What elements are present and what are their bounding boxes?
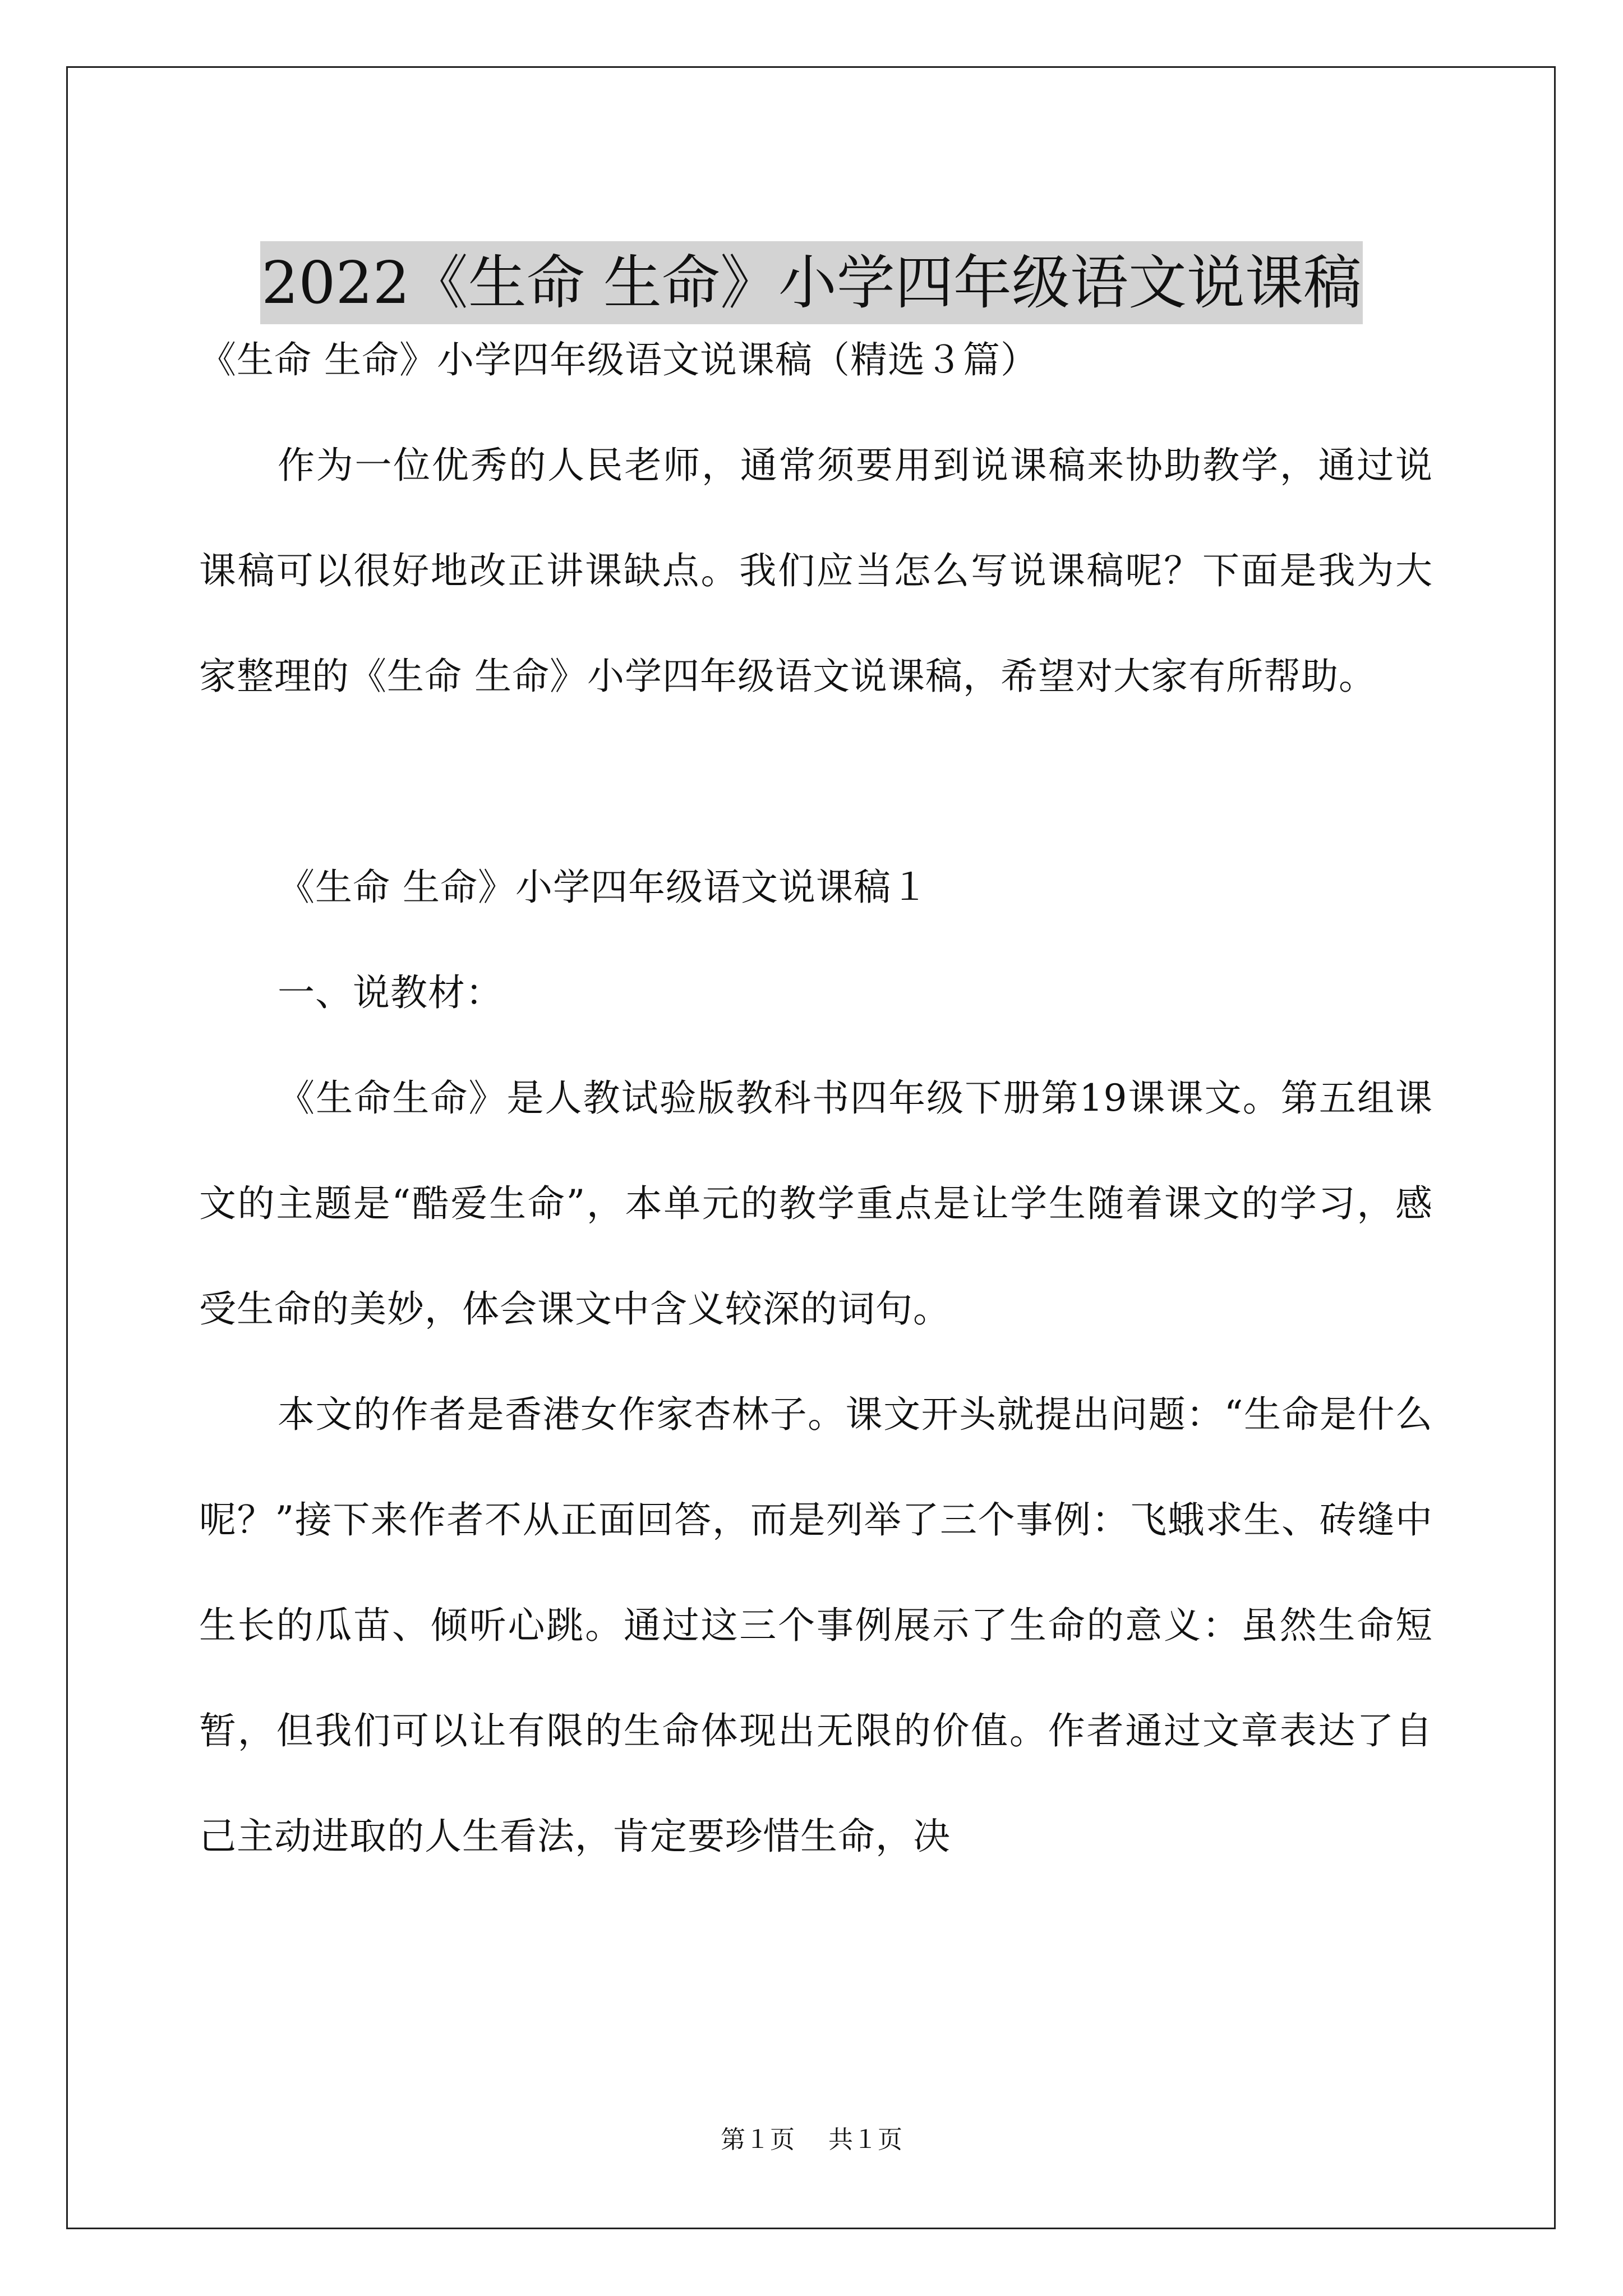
- body-paragraph-1: 《生命生命》是人教试验版教科书四年级下册第19课课文。第五组课文的主题是“酷爱生命”，本单元的教学重点是让学生随着课文的学习，感受生命的美妙，体会课文中含义较深的词句。: [199, 1076, 1433, 1331]
- page-number-total: 共１页: [828, 2125, 902, 2154]
- document-title: 2022《生命 生命》小学四年级语文说课稿: [260, 241, 1363, 324]
- body-paragraph-2: 本文的作者是香港女作家杏林子。课文开头就提出问题：“生命是什么呢？”接下来作者不从正面回答，而是列举了三个事例：飞蛾求生、砖缝中生长的瓜苗、倾听心跳。通过这三个事例展示了生命的意义：虽然生命短暂，但我们可以让有限的生命体现出无限的价值。作者通过文章表达了自己主动进取的人生看法，肯定要珍惜生命，决: [199, 1393, 1433, 1858]
- section-heading: 《生命 生命》小学四年级语文说课稿１: [278, 866, 929, 909]
- sub-heading: 一、说教材：: [278, 971, 503, 1014]
- document-body: [199, 307, 1433, 1889]
- document-subtitle: 《生命 生命》小学四年级语文说课稿（精选３篇）: [199, 338, 1038, 381]
- page-number-current: 第１页: [721, 2125, 795, 2154]
- page-footer: [0, 2123, 1623, 2157]
- intro-paragraph: 作为一位优秀的人民老师，通常须要用到说课稿来协助教学，通过说课稿可以很好地改正讲课缺点。我们应当怎么写说课稿呢？下面是我为大家整理的《生命 生命》小学四年级语文说课稿，希望对大家有所帮助。: [199, 444, 1433, 698]
